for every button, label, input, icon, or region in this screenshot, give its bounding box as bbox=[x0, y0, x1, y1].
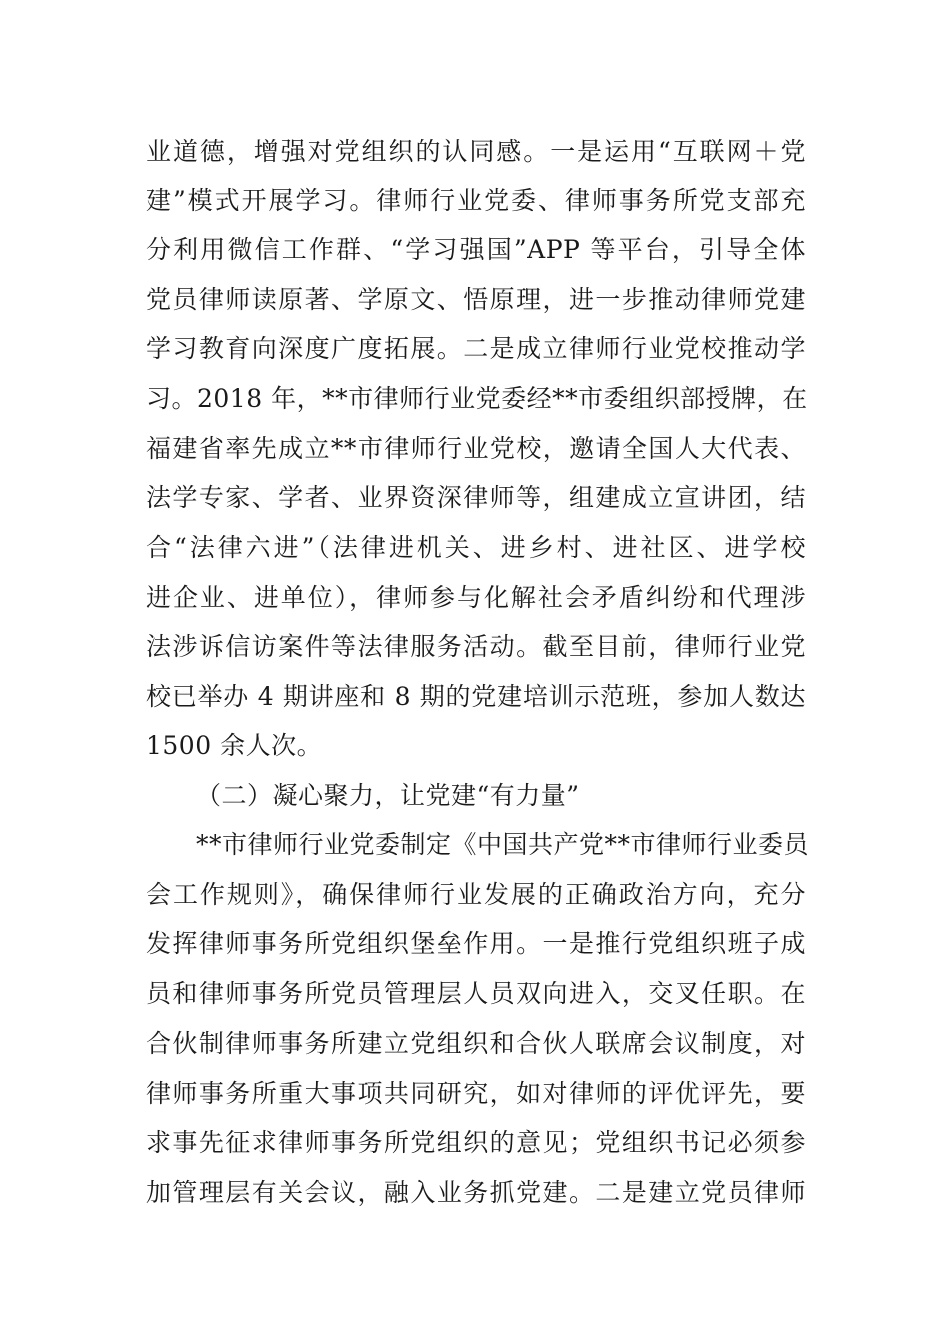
paragraph-line: 法涉诉信访案件等法律服务活动。截至目前，律师行业党 bbox=[146, 632, 806, 661]
paragraph-line: 会工作规则》，确保律师行业发展的正确政治方向，充分 bbox=[146, 880, 806, 909]
paragraph-line: 法学专家、学者、业界资深律师等，组建成立宣讲团，结 bbox=[146, 483, 806, 512]
paragraph-line: 校已举办 4 期讲座和 8 期的党建培训示范班，参加人数达 bbox=[146, 682, 806, 711]
paragraph-line: 建”模式开展学习。律师行业党委、律师事务所党支部充 bbox=[146, 186, 806, 215]
paragraph-line: 学习教育向深度广度拓展。二是成立律师行业党校推动学 bbox=[146, 334, 806, 363]
paragraph-line: 习。2018 年，**市律师行业党委经**市委组织部授牌，在 bbox=[146, 384, 808, 413]
paragraph-line: 加管理层有关会议，融入业务抓党建。二是建立党员律师 bbox=[146, 1178, 806, 1207]
paragraph-line: 党员律师读原著、学原文、悟原理，进一步推动律师党建 bbox=[146, 285, 806, 314]
paragraph-line: 进企业、进单位），律师参与化解社会矛盾纠纷和代理涉 bbox=[146, 583, 806, 612]
paragraph-line: **市律师行业党委制定《中国共产党**市律师行业委员 bbox=[196, 830, 810, 859]
paragraph-line: 合伙制律师事务所建立党组织和合伙人联席会议制度，对 bbox=[146, 1029, 806, 1058]
paragraph-line: 福建省率先成立**市律师行业党校，邀请全国人大代表、 bbox=[146, 434, 806, 463]
paragraph-line: 发挥律师事务所党组织堡垒作用。一是推行党组织班子成 bbox=[146, 929, 806, 958]
paragraph-line: 1500 余人次。 bbox=[146, 731, 323, 760]
paragraph-line: 律师事务所重大事项共同研究，如对律师的评优评先，要 bbox=[146, 1079, 806, 1108]
paragraph-line: 合“法律六进”（法律进机关、进乡村、进社区、进学校 bbox=[146, 533, 806, 562]
paragraph-line: 业道德，增强对党组织的认同感。一是运用“互联网＋党 bbox=[146, 137, 806, 166]
paragraph-line: 求事先征求律师事务所党组织的意见；党组织书记必须参 bbox=[146, 1128, 806, 1157]
paragraph-line: 分利用微信工作群、“学习强国”APP 等平台，引导全体 bbox=[146, 235, 806, 264]
section-heading: （二）凝心聚力，让党建“有力量” bbox=[196, 781, 580, 810]
paragraph-line: 员和律师事务所党员管理层人员双向进入，交叉任职。在 bbox=[146, 979, 806, 1008]
